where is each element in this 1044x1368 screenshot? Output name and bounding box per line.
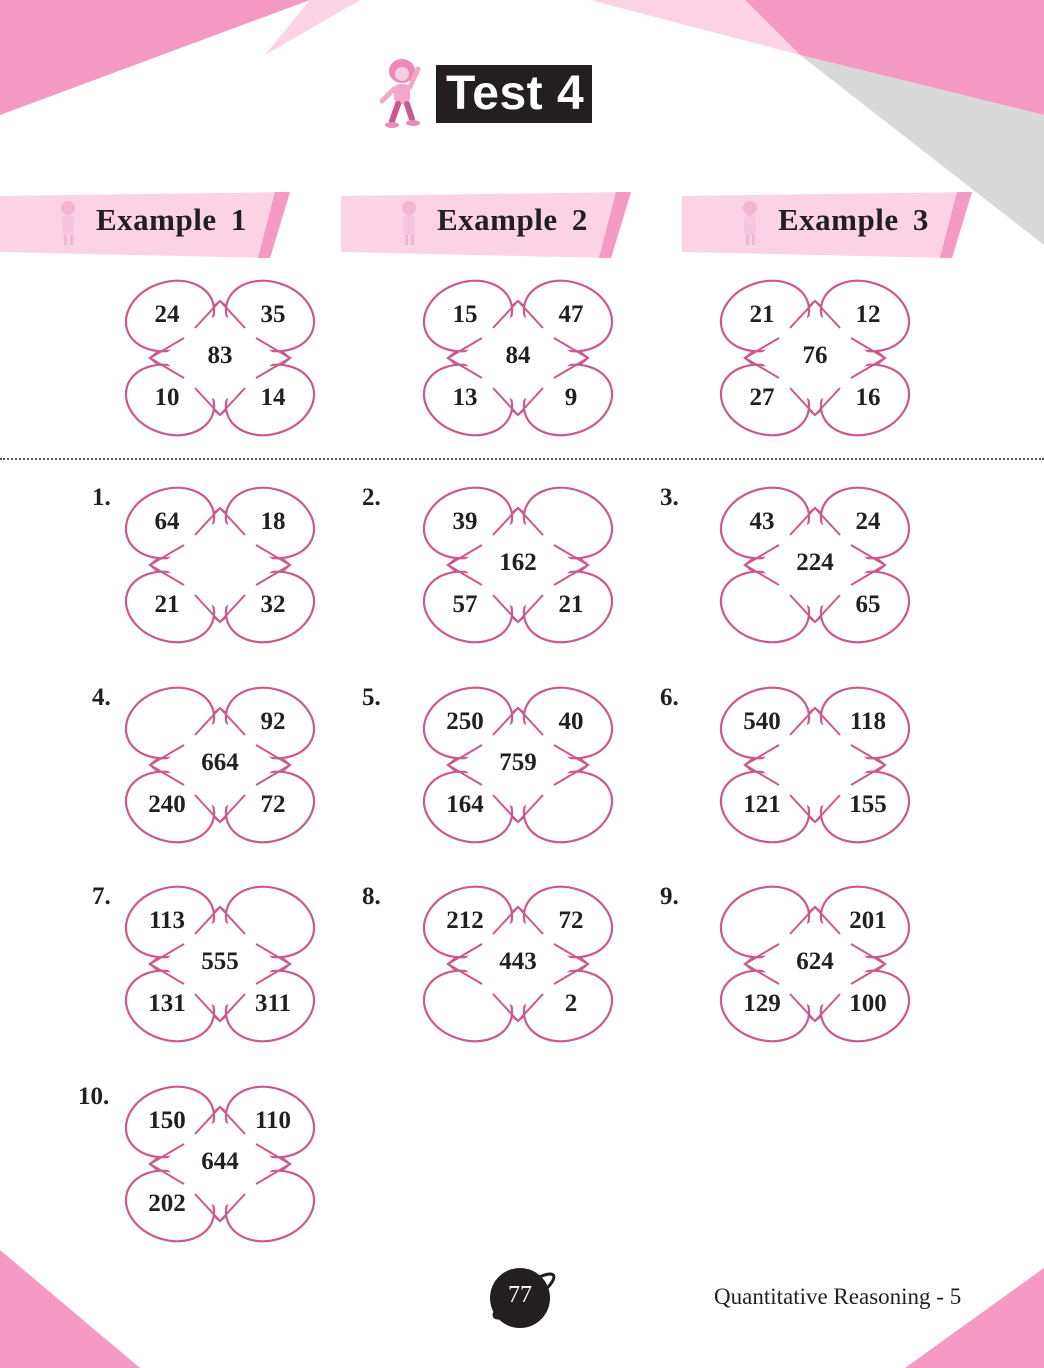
book-title: Quantitative Reasoning - 5 [714,1284,962,1309]
bottom-left-number: 129 [743,990,781,1017]
question-puzzle-3 [717,485,913,649]
girl-mascot-icon [380,57,424,131]
dotted-divider [0,458,1044,460]
top-right-number: 201 [849,907,887,934]
question-puzzle-10 [122,1084,318,1248]
page-number: 77 [508,1282,532,1308]
top-left-number: 15 [452,301,478,328]
center-number: 84 [505,342,531,369]
top-right-number: 35 [260,301,286,328]
question-puzzle-4 [122,685,318,849]
question-puzzle-2 [420,485,616,649]
center-number: 759 [499,749,537,776]
page-title: Test 4 [436,65,592,123]
example-title: Example 2 [437,202,588,237]
top-left-number: 21 [749,301,775,328]
top-right-number: 72 [558,907,584,934]
top-right-number: 47 [558,301,584,328]
top-right-number: 118 [849,708,887,735]
top-right-number: 18 [260,508,286,535]
bottom-left-number: 131 [148,990,186,1017]
top-left-number: 64 [154,508,180,535]
bottom-left-number: 202 [148,1190,186,1217]
question-puzzle-7 [122,884,318,1048]
bottom-left-number: 121 [743,791,781,818]
bottom-right-number: 14 [260,384,286,411]
top-left-number: 250 [446,708,484,735]
top-left-number: 212 [446,907,484,934]
question-puzzle-1 [122,485,318,649]
top-right-number: 110 [254,1107,292,1134]
question-number: 4. [92,684,111,711]
center-number: 83 [207,342,233,369]
question-number: 3. [660,484,679,511]
question-number: 1. [92,484,111,511]
top-left-number: 540 [743,708,781,735]
bottom-right-number: 100 [849,990,887,1017]
example-title: Example 1 [96,202,247,237]
bottom-right-number: 311 [254,990,292,1017]
top-right-number: 40 [558,708,584,735]
top-right-number: 92 [260,708,286,735]
top-left-number: 113 [148,907,186,934]
top-left-number: 43 [749,508,775,535]
question-puzzle-9 [717,884,913,1048]
example-label-1 [0,192,290,258]
bottom-left-number: 240 [148,791,186,818]
question-number: 6. [660,684,679,711]
center-number: 555 [201,948,239,975]
top-right-number: 12 [855,301,881,328]
center-number: 443 [499,948,537,975]
bottom-right-number: 65 [855,591,881,618]
question-puzzle-5 [420,685,616,849]
example-title: Example 3 [778,202,929,237]
example-puzzle-3 [717,278,913,442]
question-puzzle-6 [717,685,913,849]
bottom-right-number: 32 [260,591,286,618]
page-header [380,58,592,130]
top-left-number: 150 [148,1107,186,1134]
bottom-right-number: 72 [260,791,286,818]
example-puzzle-2 [420,278,616,442]
center-number: 664 [201,749,239,776]
bottom-right-number: 2 [564,990,578,1017]
question-number: 7. [92,883,111,910]
example-label-3 [682,192,972,258]
example-puzzle-1 [122,278,318,442]
bottom-right-number: 9 [564,384,578,411]
question-number: 10. [78,1083,110,1110]
center-number: 76 [802,342,828,369]
bottom-left-number: 27 [749,384,775,411]
top-right-number: 24 [855,508,881,535]
bottom-left-number: 164 [446,791,484,818]
center-number: 644 [201,1148,239,1175]
center-number: 624 [796,948,834,975]
question-puzzle-8 [420,884,616,1048]
bottom-left-number: 10 [154,384,180,411]
center-number: 162 [499,549,537,576]
bottom-right-number: 16 [855,384,881,411]
top-left-number: 39 [452,508,478,535]
bottom-right-number: 155 [849,791,887,818]
center-number: 224 [796,549,834,576]
question-number: 5. [362,684,381,711]
bottom-left-number: 21 [154,591,180,618]
question-number: 9. [660,883,679,910]
top-left-number: 24 [154,301,180,328]
bottom-right-number: 21 [558,591,584,618]
bottom-left-number: 57 [452,591,478,618]
question-number: 8. [362,883,381,910]
example-label-2 [341,192,631,258]
question-number: 2. [362,484,381,511]
page-number-badge [488,1266,552,1330]
bottom-left-number: 13 [452,384,478,411]
